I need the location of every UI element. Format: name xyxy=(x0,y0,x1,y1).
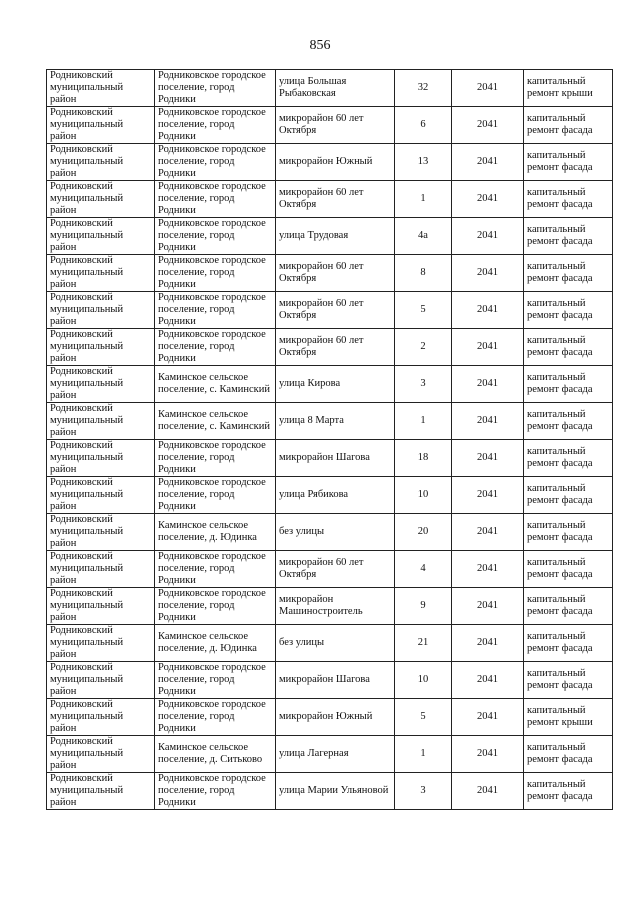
year-cell: 2041 xyxy=(452,477,524,514)
settlement-cell: Родниковское городское поселение, город Родники xyxy=(155,551,276,588)
table-body xyxy=(47,70,613,810)
settlement-cell: Родниковское городское поселение, город Родники xyxy=(155,773,276,810)
work-type-cell: капитальный ремонт фасада xyxy=(524,329,613,366)
street-cell: микрорайон 60 лет Октября xyxy=(276,551,395,588)
house-number-cell: 10 xyxy=(395,477,452,514)
work-type-cell: капитальный ремонт фасада xyxy=(524,403,613,440)
street-cell: микрорайон Южный xyxy=(276,699,395,736)
table-row xyxy=(47,625,613,662)
table-row xyxy=(47,292,613,329)
settlement-cell: Родниковское городское поселение, город Родники xyxy=(155,70,276,107)
district-cell: Родниковский муниципальный район xyxy=(47,699,155,736)
work-type-cell: капитальный ремонт фасада xyxy=(524,366,613,403)
year-cell: 2041 xyxy=(452,181,524,218)
year-cell: 2041 xyxy=(452,588,524,625)
house-number-cell: 2 xyxy=(395,329,452,366)
year-cell: 2041 xyxy=(452,403,524,440)
house-number-cell: 10 xyxy=(395,662,452,699)
work-type-cell: капитальный ремонт фасада xyxy=(524,477,613,514)
street-cell: без улицы xyxy=(276,625,395,662)
house-number-cell: 1 xyxy=(395,736,452,773)
work-type-cell: капитальный ремонт фасада xyxy=(524,440,613,477)
year-cell: 2041 xyxy=(452,292,524,329)
table-row xyxy=(47,329,613,366)
year-cell: 2041 xyxy=(452,773,524,810)
district-cell: Родниковский муниципальный район xyxy=(47,440,155,477)
year-cell: 2041 xyxy=(452,514,524,551)
table-row xyxy=(47,773,613,810)
district-cell: Родниковский муниципальный район xyxy=(47,218,155,255)
settlement-cell: Родниковское городское поселение, город Родники xyxy=(155,255,276,292)
house-number-cell: 9 xyxy=(395,588,452,625)
settlement-cell: Родниковское городское поселение, город Родники xyxy=(155,292,276,329)
district-cell: Родниковский муниципальный район xyxy=(47,292,155,329)
street-cell: улица 8 Марта xyxy=(276,403,395,440)
street-cell: микрорайон 60 лет Октября xyxy=(276,329,395,366)
settlement-cell: Каминское сельское поселение, д. Юдинка xyxy=(155,514,276,551)
housing-repair-table xyxy=(46,69,613,810)
district-cell: Родниковский муниципальный район xyxy=(47,551,155,588)
work-type-cell: капитальный ремонт фасада xyxy=(524,218,613,255)
street-cell: микрорайон 60 лет Октября xyxy=(276,255,395,292)
year-cell: 2041 xyxy=(452,662,524,699)
street-cell: микрорайон 60 лет Октября xyxy=(276,181,395,218)
year-cell: 2041 xyxy=(452,736,524,773)
table-row xyxy=(47,366,613,403)
district-cell: Родниковский муниципальный район xyxy=(47,588,155,625)
work-type-cell: капитальный ремонт фасада xyxy=(524,514,613,551)
table-row xyxy=(47,477,613,514)
house-number-cell: 5 xyxy=(395,292,452,329)
street-cell: улица Трудовая xyxy=(276,218,395,255)
work-type-cell: капитальный ремонт крыши xyxy=(524,70,613,107)
settlement-cell: Каминское сельское поселение, с. Каминский xyxy=(155,366,276,403)
house-number-cell: 3 xyxy=(395,773,452,810)
table-row xyxy=(47,218,613,255)
street-cell: микрорайон Шагова xyxy=(276,440,395,477)
table-row xyxy=(47,699,613,736)
page-number: 856 xyxy=(309,38,331,53)
street-cell: улица Марии Ульяновой xyxy=(276,773,395,810)
table-row xyxy=(47,514,613,551)
work-type-cell: капитальный ремонт фасада xyxy=(524,255,613,292)
house-number-cell: 3 xyxy=(395,366,452,403)
work-type-cell: капитальный ремонт крыши xyxy=(524,699,613,736)
district-cell: Родниковский муниципальный район xyxy=(47,477,155,514)
district-cell: Родниковский муниципальный район xyxy=(47,70,155,107)
settlement-cell: Родниковское городское поселение, город Родники xyxy=(155,181,276,218)
settlement-cell: Родниковское городское поселение, город Родники xyxy=(155,107,276,144)
year-cell: 2041 xyxy=(452,218,524,255)
street-cell: улица Кирова xyxy=(276,366,395,403)
table-row xyxy=(47,255,613,292)
year-cell: 2041 xyxy=(452,70,524,107)
street-cell: микрорайон Южный xyxy=(276,144,395,181)
district-cell: Родниковский муниципальный район xyxy=(47,366,155,403)
settlement-cell: Родниковское городское поселение, город Родники xyxy=(155,662,276,699)
work-type-cell: капитальный ремонт фасада xyxy=(524,107,613,144)
district-cell: Родниковский муниципальный район xyxy=(47,773,155,810)
work-type-cell: капитальный ремонт фасада xyxy=(524,292,613,329)
settlement-cell: Родниковское городское поселение, город Родники xyxy=(155,477,276,514)
work-type-cell: капитальный ремонт фасада xyxy=(524,662,613,699)
work-type-cell: капитальный ремонт фасада xyxy=(524,181,613,218)
district-cell: Родниковский муниципальный район xyxy=(47,625,155,662)
district-cell: Родниковский муниципальный район xyxy=(47,107,155,144)
house-number-cell: 5 xyxy=(395,699,452,736)
table-row xyxy=(47,551,613,588)
street-cell: без улицы xyxy=(276,514,395,551)
year-cell: 2041 xyxy=(452,366,524,403)
work-type-cell: капитальный ремонт фасада xyxy=(524,773,613,810)
year-cell: 2041 xyxy=(452,144,524,181)
district-cell: Родниковский муниципальный район xyxy=(47,736,155,773)
table-row xyxy=(47,144,613,181)
table-row xyxy=(47,70,613,107)
table-row xyxy=(47,107,613,144)
district-cell: Родниковский муниципальный район xyxy=(47,181,155,218)
district-cell: Родниковский муниципальный район xyxy=(47,144,155,181)
settlement-cell: Родниковское городское поселение, город Родники xyxy=(155,218,276,255)
street-cell: микрорайон Шагова xyxy=(276,662,395,699)
work-type-cell: капитальный ремонт фасада xyxy=(524,736,613,773)
table-row xyxy=(47,403,613,440)
table-row xyxy=(47,588,613,625)
house-number-cell: 20 xyxy=(395,514,452,551)
year-cell: 2041 xyxy=(452,699,524,736)
work-type-cell: капитальный ремонт фасада xyxy=(524,625,613,662)
table-row xyxy=(47,736,613,773)
work-type-cell: капитальный ремонт фасада xyxy=(524,588,613,625)
table-row xyxy=(47,662,613,699)
street-cell: улица Лагерная xyxy=(276,736,395,773)
district-cell: Родниковский муниципальный район xyxy=(47,255,155,292)
year-cell: 2041 xyxy=(452,440,524,477)
work-type-cell: капитальный ремонт фасада xyxy=(524,551,613,588)
street-cell: улица Рябикова xyxy=(276,477,395,514)
district-cell: Родниковский муниципальный район xyxy=(47,403,155,440)
house-number-cell: 6 xyxy=(395,107,452,144)
house-number-cell: 1 xyxy=(395,403,452,440)
street-cell: улица Большая Рыбаковская xyxy=(276,70,395,107)
year-cell: 2041 xyxy=(452,625,524,662)
settlement-cell: Каминское сельское поселение, д. Ситьково xyxy=(155,736,276,773)
year-cell: 2041 xyxy=(452,107,524,144)
house-number-cell: 13 xyxy=(395,144,452,181)
house-number-cell: 21 xyxy=(395,625,452,662)
house-number-cell: 32 xyxy=(395,70,452,107)
work-type-cell: капитальный ремонт фасада xyxy=(524,144,613,181)
year-cell: 2041 xyxy=(452,255,524,292)
settlement-cell: Каминское сельское поселение, с. Каминский xyxy=(155,403,276,440)
house-number-cell: 4а xyxy=(395,218,452,255)
district-cell: Родниковский муниципальный район xyxy=(47,662,155,699)
house-number-cell: 1 xyxy=(395,181,452,218)
house-number-cell: 4 xyxy=(395,551,452,588)
settlement-cell: Родниковское городское поселение, город Родники xyxy=(155,329,276,366)
district-cell: Родниковский муниципальный район xyxy=(47,329,155,366)
district-cell: Родниковский муниципальный район xyxy=(47,514,155,551)
settlement-cell: Родниковское городское поселение, город Родники xyxy=(155,144,276,181)
table-row xyxy=(47,440,613,477)
settlement-cell: Каминское сельское поселение, д. Юдинка xyxy=(155,625,276,662)
street-cell: микрорайон Машиностроитель xyxy=(276,588,395,625)
year-cell: 2041 xyxy=(452,551,524,588)
house-number-cell: 18 xyxy=(395,440,452,477)
settlement-cell: Родниковское городское поселение, город Родники xyxy=(155,699,276,736)
year-cell: 2041 xyxy=(452,329,524,366)
settlement-cell: Родниковское городское поселение, город Родники xyxy=(155,588,276,625)
house-number-cell: 8 xyxy=(395,255,452,292)
settlement-cell: Родниковское городское поселение, город Родники xyxy=(155,440,276,477)
street-cell: микрорайон 60 лет Октября xyxy=(276,292,395,329)
table-row xyxy=(47,181,613,218)
street-cell: микрорайон 60 лет Октября xyxy=(276,107,395,144)
